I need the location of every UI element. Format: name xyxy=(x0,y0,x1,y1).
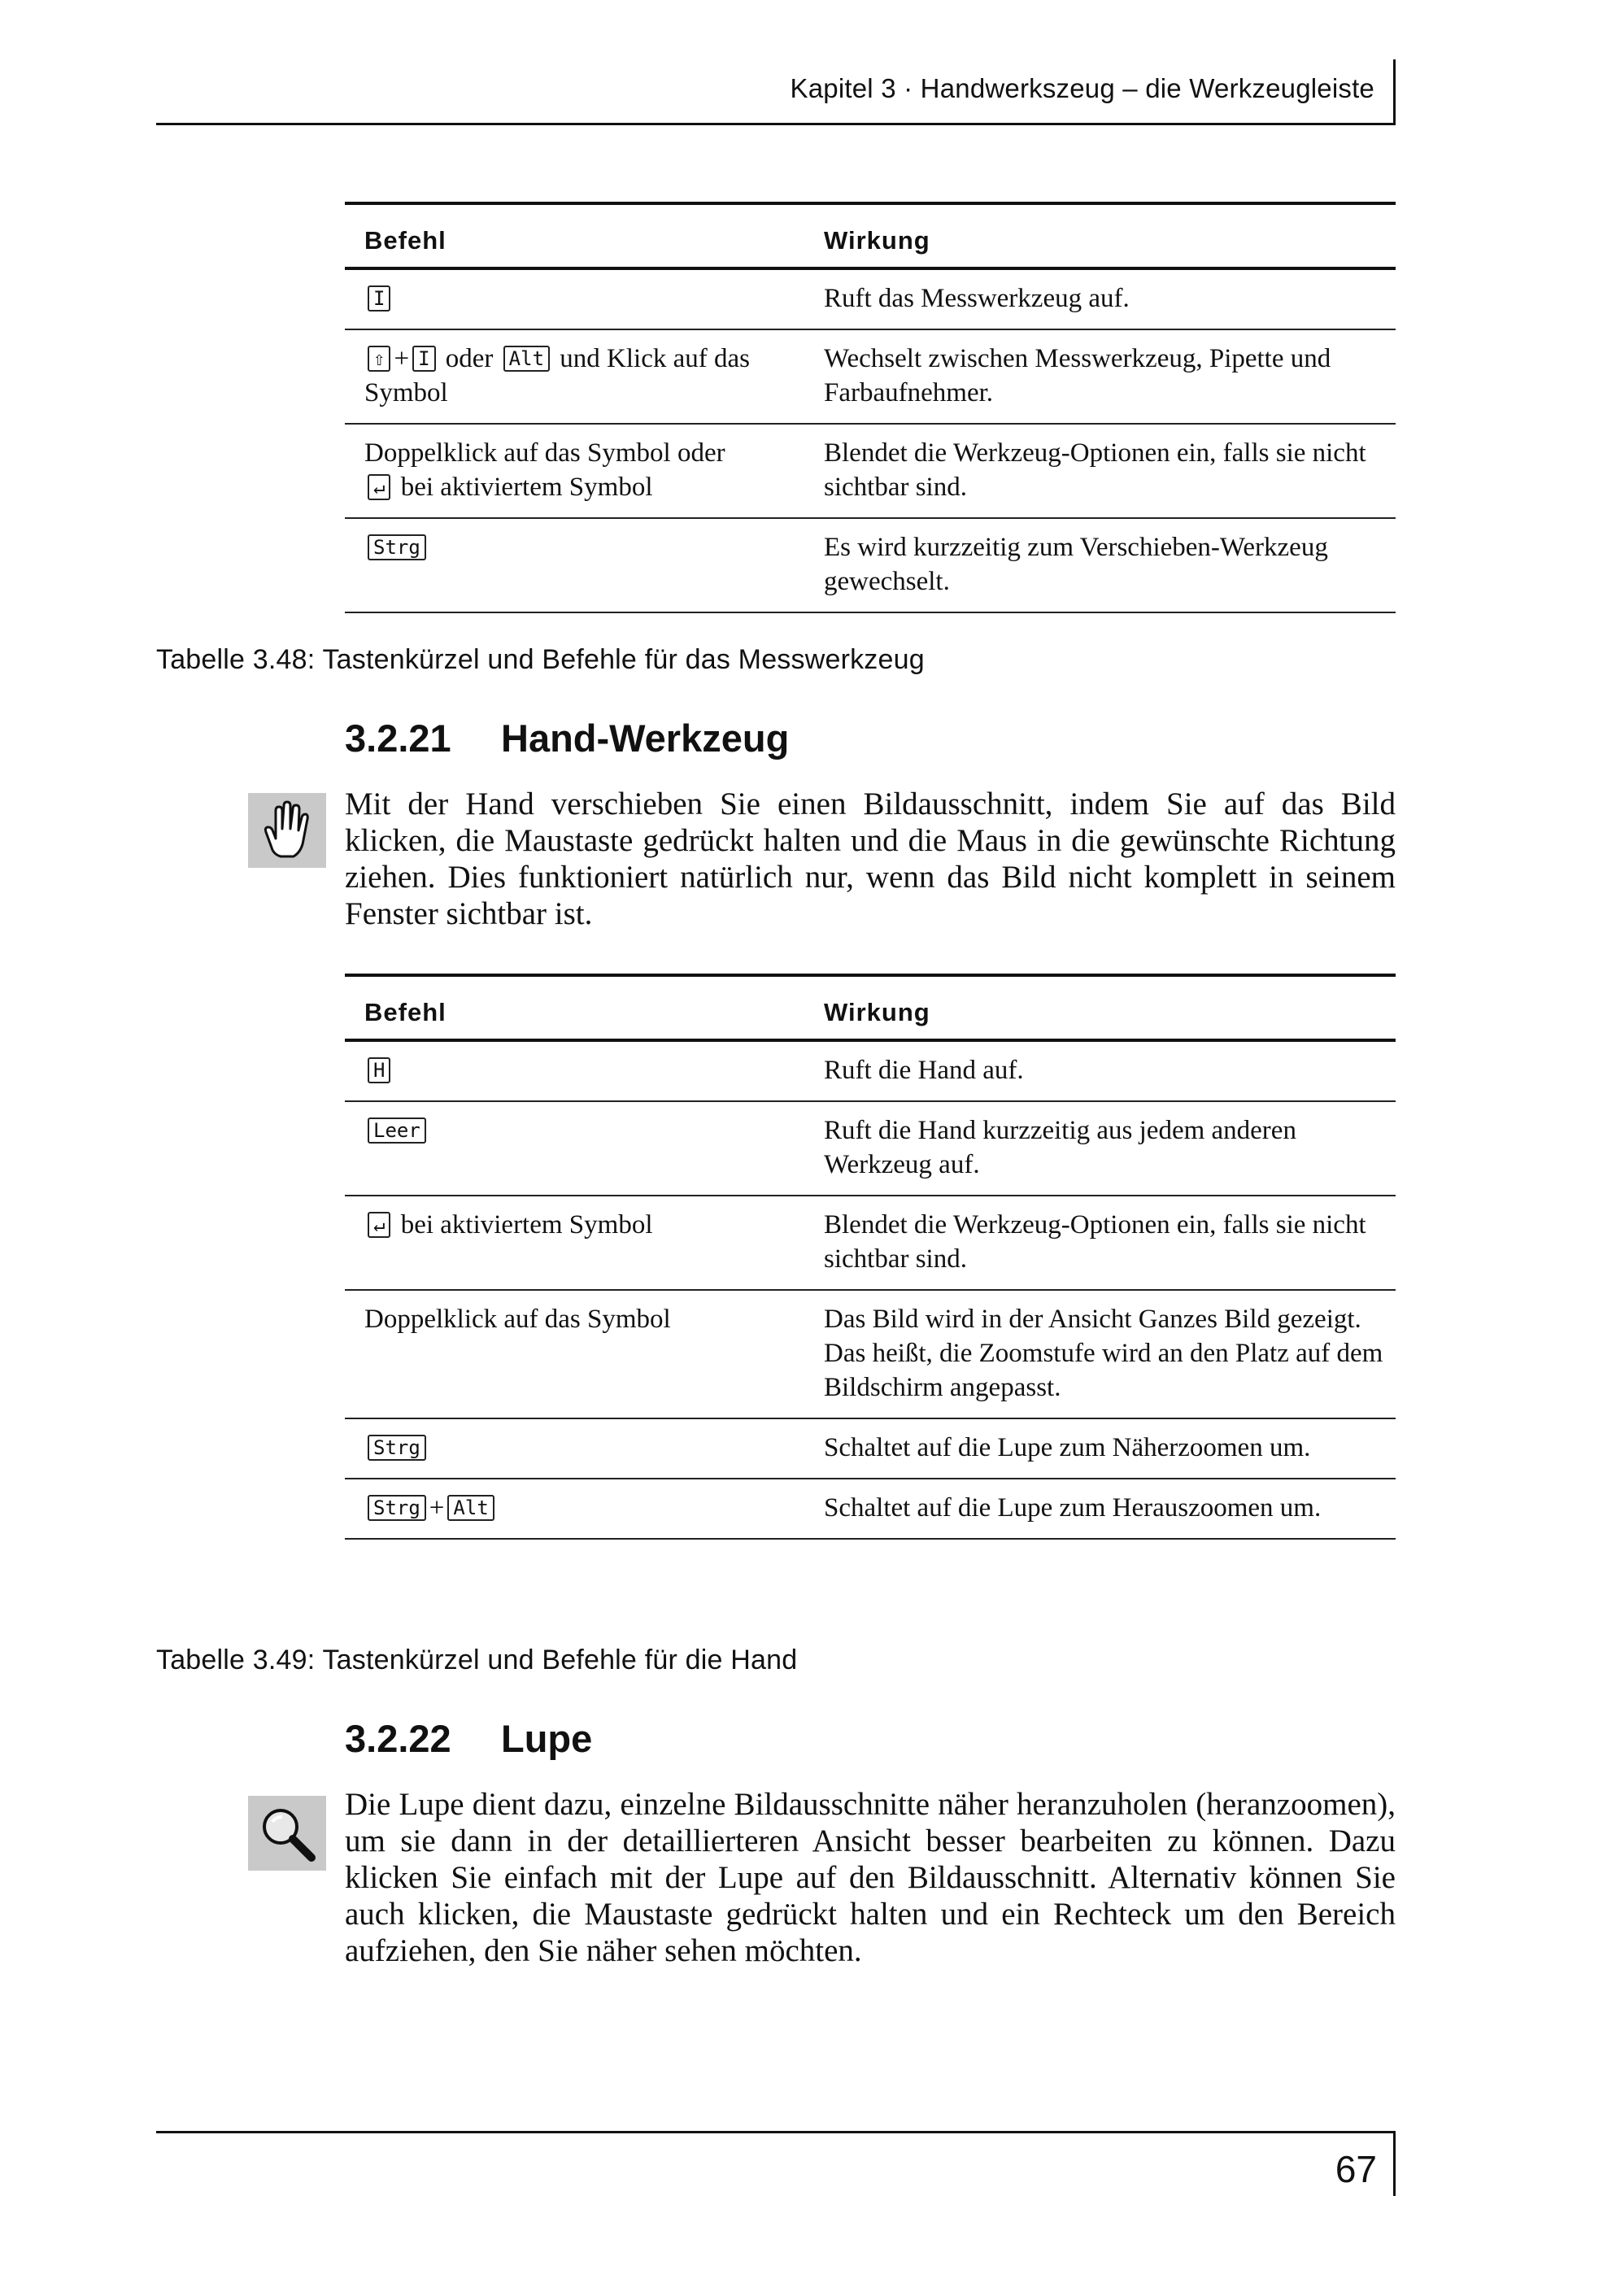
section-number: 3.2.22 xyxy=(345,1717,451,1760)
header-rule xyxy=(156,123,1395,125)
shift-key-icon: ⇧ xyxy=(368,346,390,372)
table-row xyxy=(345,1290,1396,1418)
section-heading-hand-tool xyxy=(345,716,789,760)
command-cell xyxy=(345,1040,804,1101)
command-cell xyxy=(345,518,804,612)
table-row xyxy=(345,329,1396,424)
paragraph-hand-tool: Mit der Hand verschieben Sie einen Bildausschnitt, indem Sie auf das Bild klicken, die Maustaste gedrückt halten und die Maus in die gewünschte Richtung ziehen. Dies funktioniert natürlich nur, wenn das Bild nicht komplett in seinem Fenster sichtbar ist. xyxy=(345,786,1396,931)
table-header-row xyxy=(345,975,1396,1040)
plus-sign: + xyxy=(394,344,410,373)
command-cell xyxy=(345,1418,804,1479)
key-cap: Strg xyxy=(368,1435,426,1461)
table-row xyxy=(345,518,1396,612)
table-header-row xyxy=(345,203,1396,268)
table-caption: Tabelle 3.49: Tastenkürzel und Befehle für die Hand xyxy=(156,1645,798,1675)
command-text: und Klick auf das Symbol xyxy=(364,344,750,407)
table-row xyxy=(345,268,1396,329)
command-cell xyxy=(345,1479,804,1539)
command-text: Doppelklick auf das Symbol xyxy=(364,1305,671,1334)
table-row xyxy=(345,1418,1396,1479)
key-cap: I xyxy=(368,285,390,312)
column-header-effect: Wirkung xyxy=(804,975,1396,1040)
command-cell xyxy=(345,268,804,329)
key-cap: Alt xyxy=(447,1495,494,1521)
command-text: bei aktiviertem Symbol xyxy=(400,473,653,502)
key-cap: H xyxy=(368,1057,390,1083)
table-caption: Tabelle 3.48: Tastenkürzel und Befehle für das Messwerkzeug xyxy=(156,644,925,675)
enter-key-icon: ↵ xyxy=(368,1212,390,1238)
effect-cell: Blendet die Werkzeug-Optionen ein, falls sie nicht sichtbar sind. xyxy=(804,424,1396,518)
command-text: Doppelklick auf das Symbol oder xyxy=(364,438,725,468)
column-header-effect: Wirkung xyxy=(804,203,1396,268)
effect-cell: Schaltet auf die Lupe zum Herauszoomen um. xyxy=(804,1479,1396,1539)
section-title: Hand-Werkzeug xyxy=(501,717,790,760)
table-row xyxy=(345,1101,1396,1196)
command-cell xyxy=(345,329,804,424)
command-cell xyxy=(345,1290,804,1418)
effect-cell: Blendet die Werkzeug-Optionen ein, falls sie nicht sichtbar sind. xyxy=(804,1196,1396,1290)
column-header-command: Befehl xyxy=(345,975,804,1040)
key-cap: Strg xyxy=(368,534,426,560)
key-cap: Leer xyxy=(368,1118,426,1144)
table-row xyxy=(345,1479,1396,1539)
key-cap: Strg xyxy=(368,1495,426,1521)
section-number: 3.2.21 xyxy=(345,717,451,760)
effect-cell: Ruft die Hand auf. xyxy=(804,1040,1396,1101)
effect-cell: Schaltet auf die Lupe zum Näherzoomen um. xyxy=(804,1418,1396,1479)
key-cap: I xyxy=(412,346,435,372)
shortcut-table-hand-tool xyxy=(345,974,1396,1540)
footer-rule xyxy=(156,2131,1395,2133)
shortcut-table-measure-tool xyxy=(345,202,1396,613)
plus-sign: + xyxy=(429,1493,445,1523)
command-cell xyxy=(345,424,804,518)
command-text: oder xyxy=(445,344,494,373)
table-row xyxy=(345,1040,1396,1101)
table-row xyxy=(345,1196,1396,1290)
section-heading-zoom-tool xyxy=(345,1716,592,1761)
command-text: bei aktiviertem Symbol xyxy=(400,1210,653,1239)
command-cell xyxy=(345,1101,804,1196)
enter-key-icon: ↵ xyxy=(368,474,390,500)
header-vertical-rule xyxy=(1393,59,1396,125)
paragraph-zoom-tool: Die Lupe dient dazu, einzelne Bildausschnitte näher heranzuholen (heranzoomen), um sie dann in der detaillierteren Ansicht besser bearbeiten zu können. Dazu klicken Sie einfach mit der Lupe auf den Bildausschnitt. Alternativ können Sie auch klicken, die Maustaste gedrückt halten und ein Rechteck um den Bereich aufziehen, den Sie näher sehen möchten. xyxy=(345,1787,1396,1968)
effect-cell: Wechselt zwischen Messwerkzeug, Pipette und Farbaufnehmer. xyxy=(804,329,1396,424)
command-cell xyxy=(345,1196,804,1290)
section-title: Lupe xyxy=(501,1717,593,1760)
effect-cell: Ruft das Messwerkzeug auf. xyxy=(804,268,1396,329)
footer-vertical-rule xyxy=(1393,2131,1396,2196)
key-cap: Alt xyxy=(503,346,550,372)
table-row xyxy=(345,424,1396,518)
column-header-command: Befehl xyxy=(345,203,804,268)
running-header: Kapitel 3 · Handwerkszeug – die Werkzeugleiste xyxy=(790,73,1374,103)
effect-cell: Es wird kurzzeitig zum Verschieben-Werkzeug gewechselt. xyxy=(804,518,1396,612)
hand-tool-icon xyxy=(248,793,326,868)
effect-cell: Das Bild wird in der Ansicht Ganzes Bild gezeigt. Das heißt, die Zoomstufe wird an den Platz auf dem Bildschirm angepasst. xyxy=(804,1290,1396,1418)
page-number: 67 xyxy=(1335,2148,1377,2190)
effect-cell: Ruft die Hand kurzzeitig aus jedem anderen Werkzeug auf. xyxy=(804,1101,1396,1196)
magnifier-icon xyxy=(248,1796,326,1871)
